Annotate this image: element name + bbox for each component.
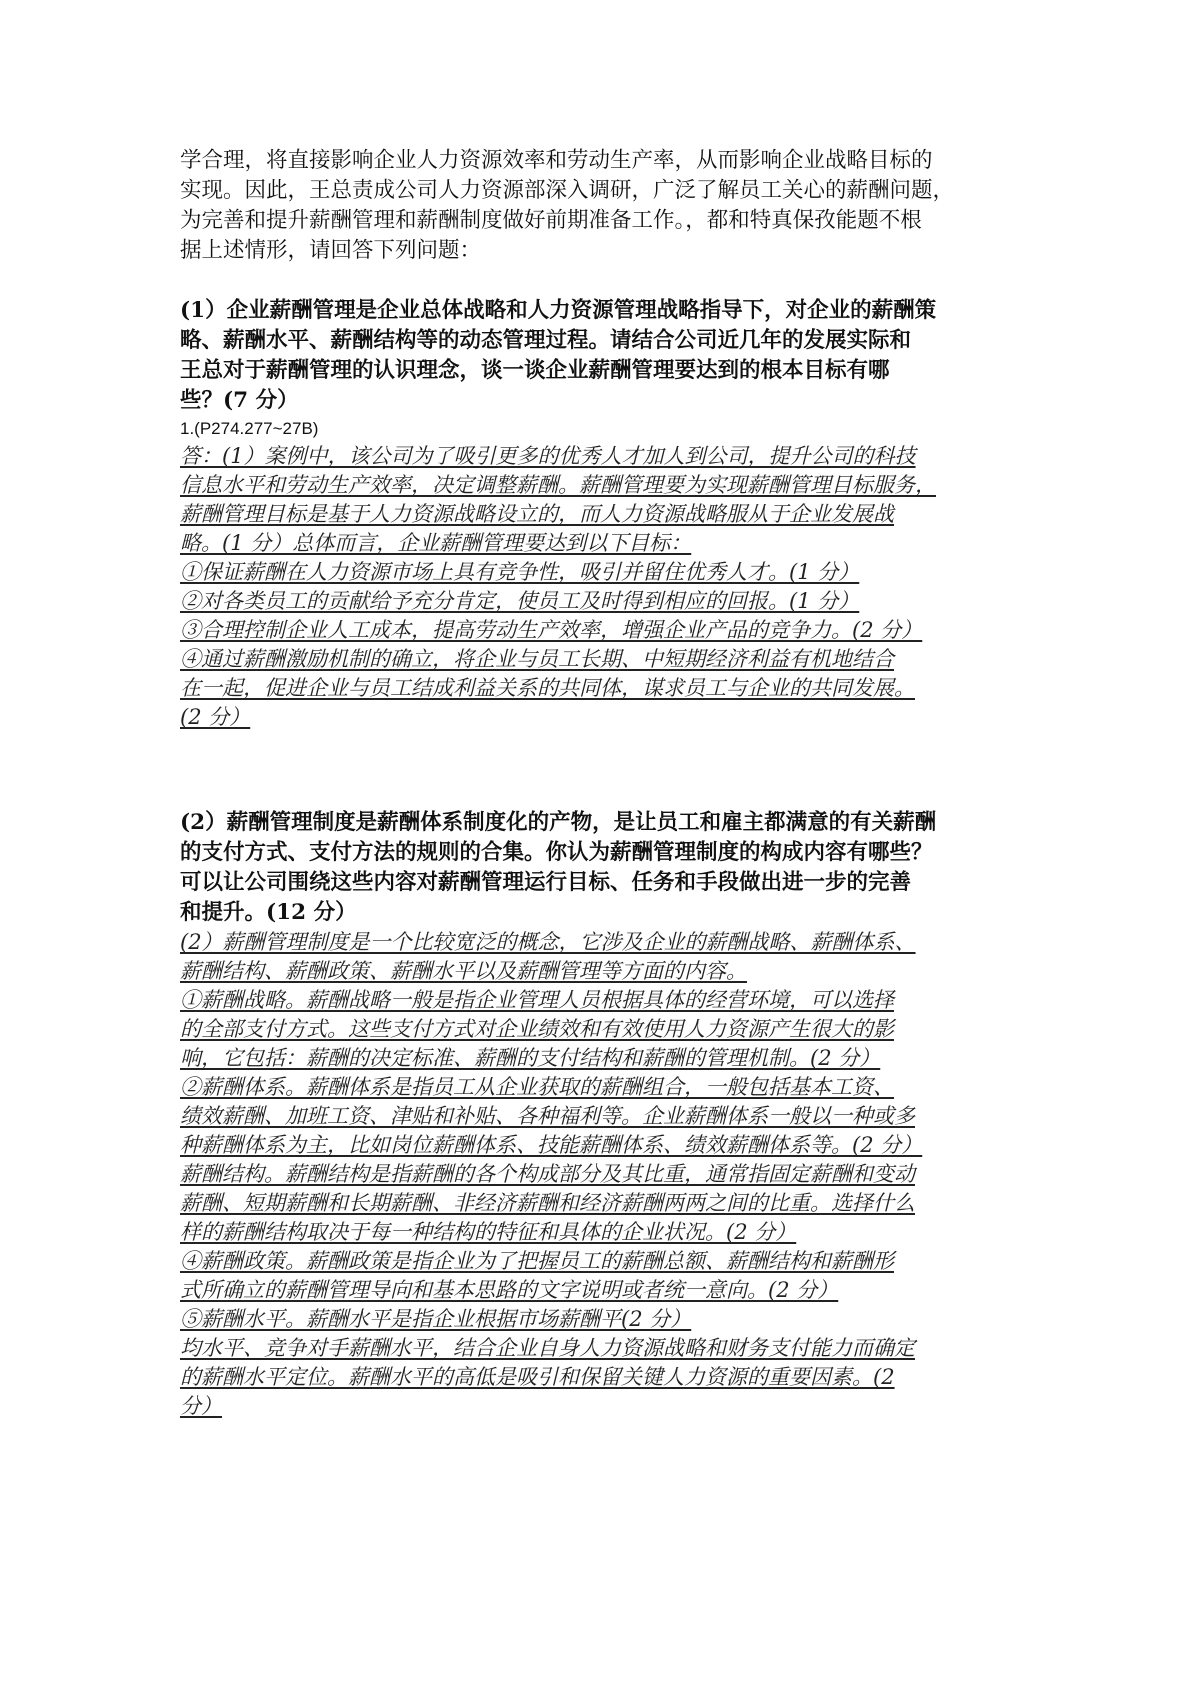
answer-2-line: 的薪酬水平定位。薪酬水平的高低是吸引和保留关键人力资源的重要因素。(2 [180,1365,895,1389]
question-2-line: 可以让公司围绕这些内容对薪酬管理运行目标、任务和手段做出进一步的完善 [180,870,912,895]
intro-line: 据上述情形，请回答下列问题： [180,238,482,263]
question-1-line: 王总对于薪酬管理的认识理念，谈一谈企业薪酬管理要达到的根本目标有哪 [180,358,890,383]
answer-2-line: 的全部支付方式。这些支付方式对企业绩效和有效使用人力资源产生很大的影 [180,1017,894,1041]
answer-1-line: 答：(1）案例中，该公司为了吸引更多的优秀人才加人到公司，提升公司的科技 [180,444,916,468]
answer-2-line: 均水平、竞争对手薪酬水平，结合企业自身人力资源战略和财务支付能力而确定 [180,1336,915,1360]
question-2-line: (2）薪酬管理制度是薪酬体系制度化的产物，是让员工和雇主都满意的有关薪酬 [180,810,937,835]
answer-2-line: 样的薪酬结构取决于每一种结构的特征和具体的企业状况。(2 分） [180,1220,797,1244]
question-1-line: (1）企业薪酬管理是企业总体战略和人力资源管理战略指导下，对企业的薪酬策 [180,298,937,323]
answer-2-line: 响，它包括：薪酬的决定标准、薪酬的支付结构和薪酬的管理机制。(2 分） [180,1046,881,1070]
answer-2-line: 分） [180,1394,222,1418]
intro-line: 学合理，将直接影响企业人力资源效率和劳动生产率，从而影响企业战略目标的 [180,148,933,173]
answer-1 [180,442,1020,732]
question-2 [180,808,1020,928]
answer-1-line: 薪酬管理目标是基于人力资源战略设立的，而人力资源战略服从于企业发展战 [180,502,894,526]
answer-1-item-2: ②对各类员工的贡献给予充分肯定，使员工及时得到相应的回报。(1 分） [180,589,860,613]
answer-2-item-5: ⑤薪酬水平。薪酬水平是指企业根据市场薪酬平(2 分） [180,1307,692,1331]
answer-2 [180,928,1020,1421]
answer-2-item-4: ④薪酬政策。薪酬政策是指企业为了把握员工的薪酬总额、薪酬结构和薪酬形 [180,1249,894,1273]
intro-paragraph [180,146,1020,266]
question-1-line: 些？(7 分） [180,388,299,413]
answer-2-item-2: ②薪酬体系。薪酬体系是指员工从企业获取的薪酬组合，一般包括基本工资、 [180,1075,894,1099]
question-1 [180,296,1020,416]
answer-2-item-1: ①薪酬战略。薪酬战略一般是指企业管理人员根据具体的经营环境，可以选择 [180,988,894,1012]
answer-2-line: 薪酬结构、薪酬政策、薪酬水平以及薪酬管理等方面的内容。 [180,959,747,983]
answer-2-line: 式所确立的薪酬管理导向和基本思路的文字说明或者统一意向。(2 分） [180,1278,839,1302]
question-2-line: 和提升。(12 分） [180,900,357,925]
intro-line: 实现。因此，王总责成公司人力资源部深入调研，广泛了解员工关心的薪酬问题， [180,178,955,203]
answer-1-line: 信息水平和劳动生产效率，决定调整薪酬。薪酬管理要为实现薪酬管理目标服务， [180,473,936,497]
answer-1-item-4: ④通过薪酬激励机制的确立，将企业与员工长期、中短期经济利益有机地结合 [180,647,894,671]
answer-2-line: 薪酬、短期薪酬和长期薪酬、非经济薪酬和经济薪酬两两之间的比重。选择什么 [180,1191,915,1215]
answer-2-line: (2）薪酬管理制度是一个比较宽泛的概念，它涉及企业的薪酬战略、薪酬体系、 [180,930,916,954]
answer-1-line: 略。(1 分）总体而言，企业薪酬管理要达到以下目标： [180,531,692,555]
answer-1-item-1: ①保证薪酬在人力资源市场上具有竞争性，吸引并留住优秀人才。(1 分） [180,560,860,584]
page-reference: 1.(P274.277~27B) [180,419,319,438]
answer-2-item-3: 薪酬结构。薪酬结构是指薪酬的各个构成部分及其比重，通常指固定薪酬和变动 [180,1162,915,1186]
question-2-line: 的支付方式、支付方法的规则的合集。你认为薪酬管理制度的构成内容有哪些？ [180,840,933,865]
answer-1-item-3: ③合理控制企业人工成本，提高劳动生产效率，增强企业产品的竞争力。(2 分） [180,618,923,642]
question-1-line: 略、薪酬水平、薪酬结构等的动态管理过程。请结合公司近几年的发展实际和 [180,328,912,353]
document-page [180,146,1020,1421]
answer-1-line: (2 分） [180,705,251,729]
answer-2-line: 种薪酬体系为主，比如岗位薪酬体系、技能薪酬体系、绩效薪酬体系等。(2 分） [180,1133,923,1157]
answer-1-line: 在一起，促进企业与员工结成利益关系的共同体，谋求员工与企业的共同发展。 [180,676,915,700]
answer-2-line: 绩效薪酬、加班工资、津贴和补贴、各种福利等。企业薪酬体系一般以一种或多 [180,1104,915,1128]
intro-line: 为完善和提升薪酬管理和薪酬制度做好前期准备工作。，都和特真保孜能题不根 [180,208,922,233]
